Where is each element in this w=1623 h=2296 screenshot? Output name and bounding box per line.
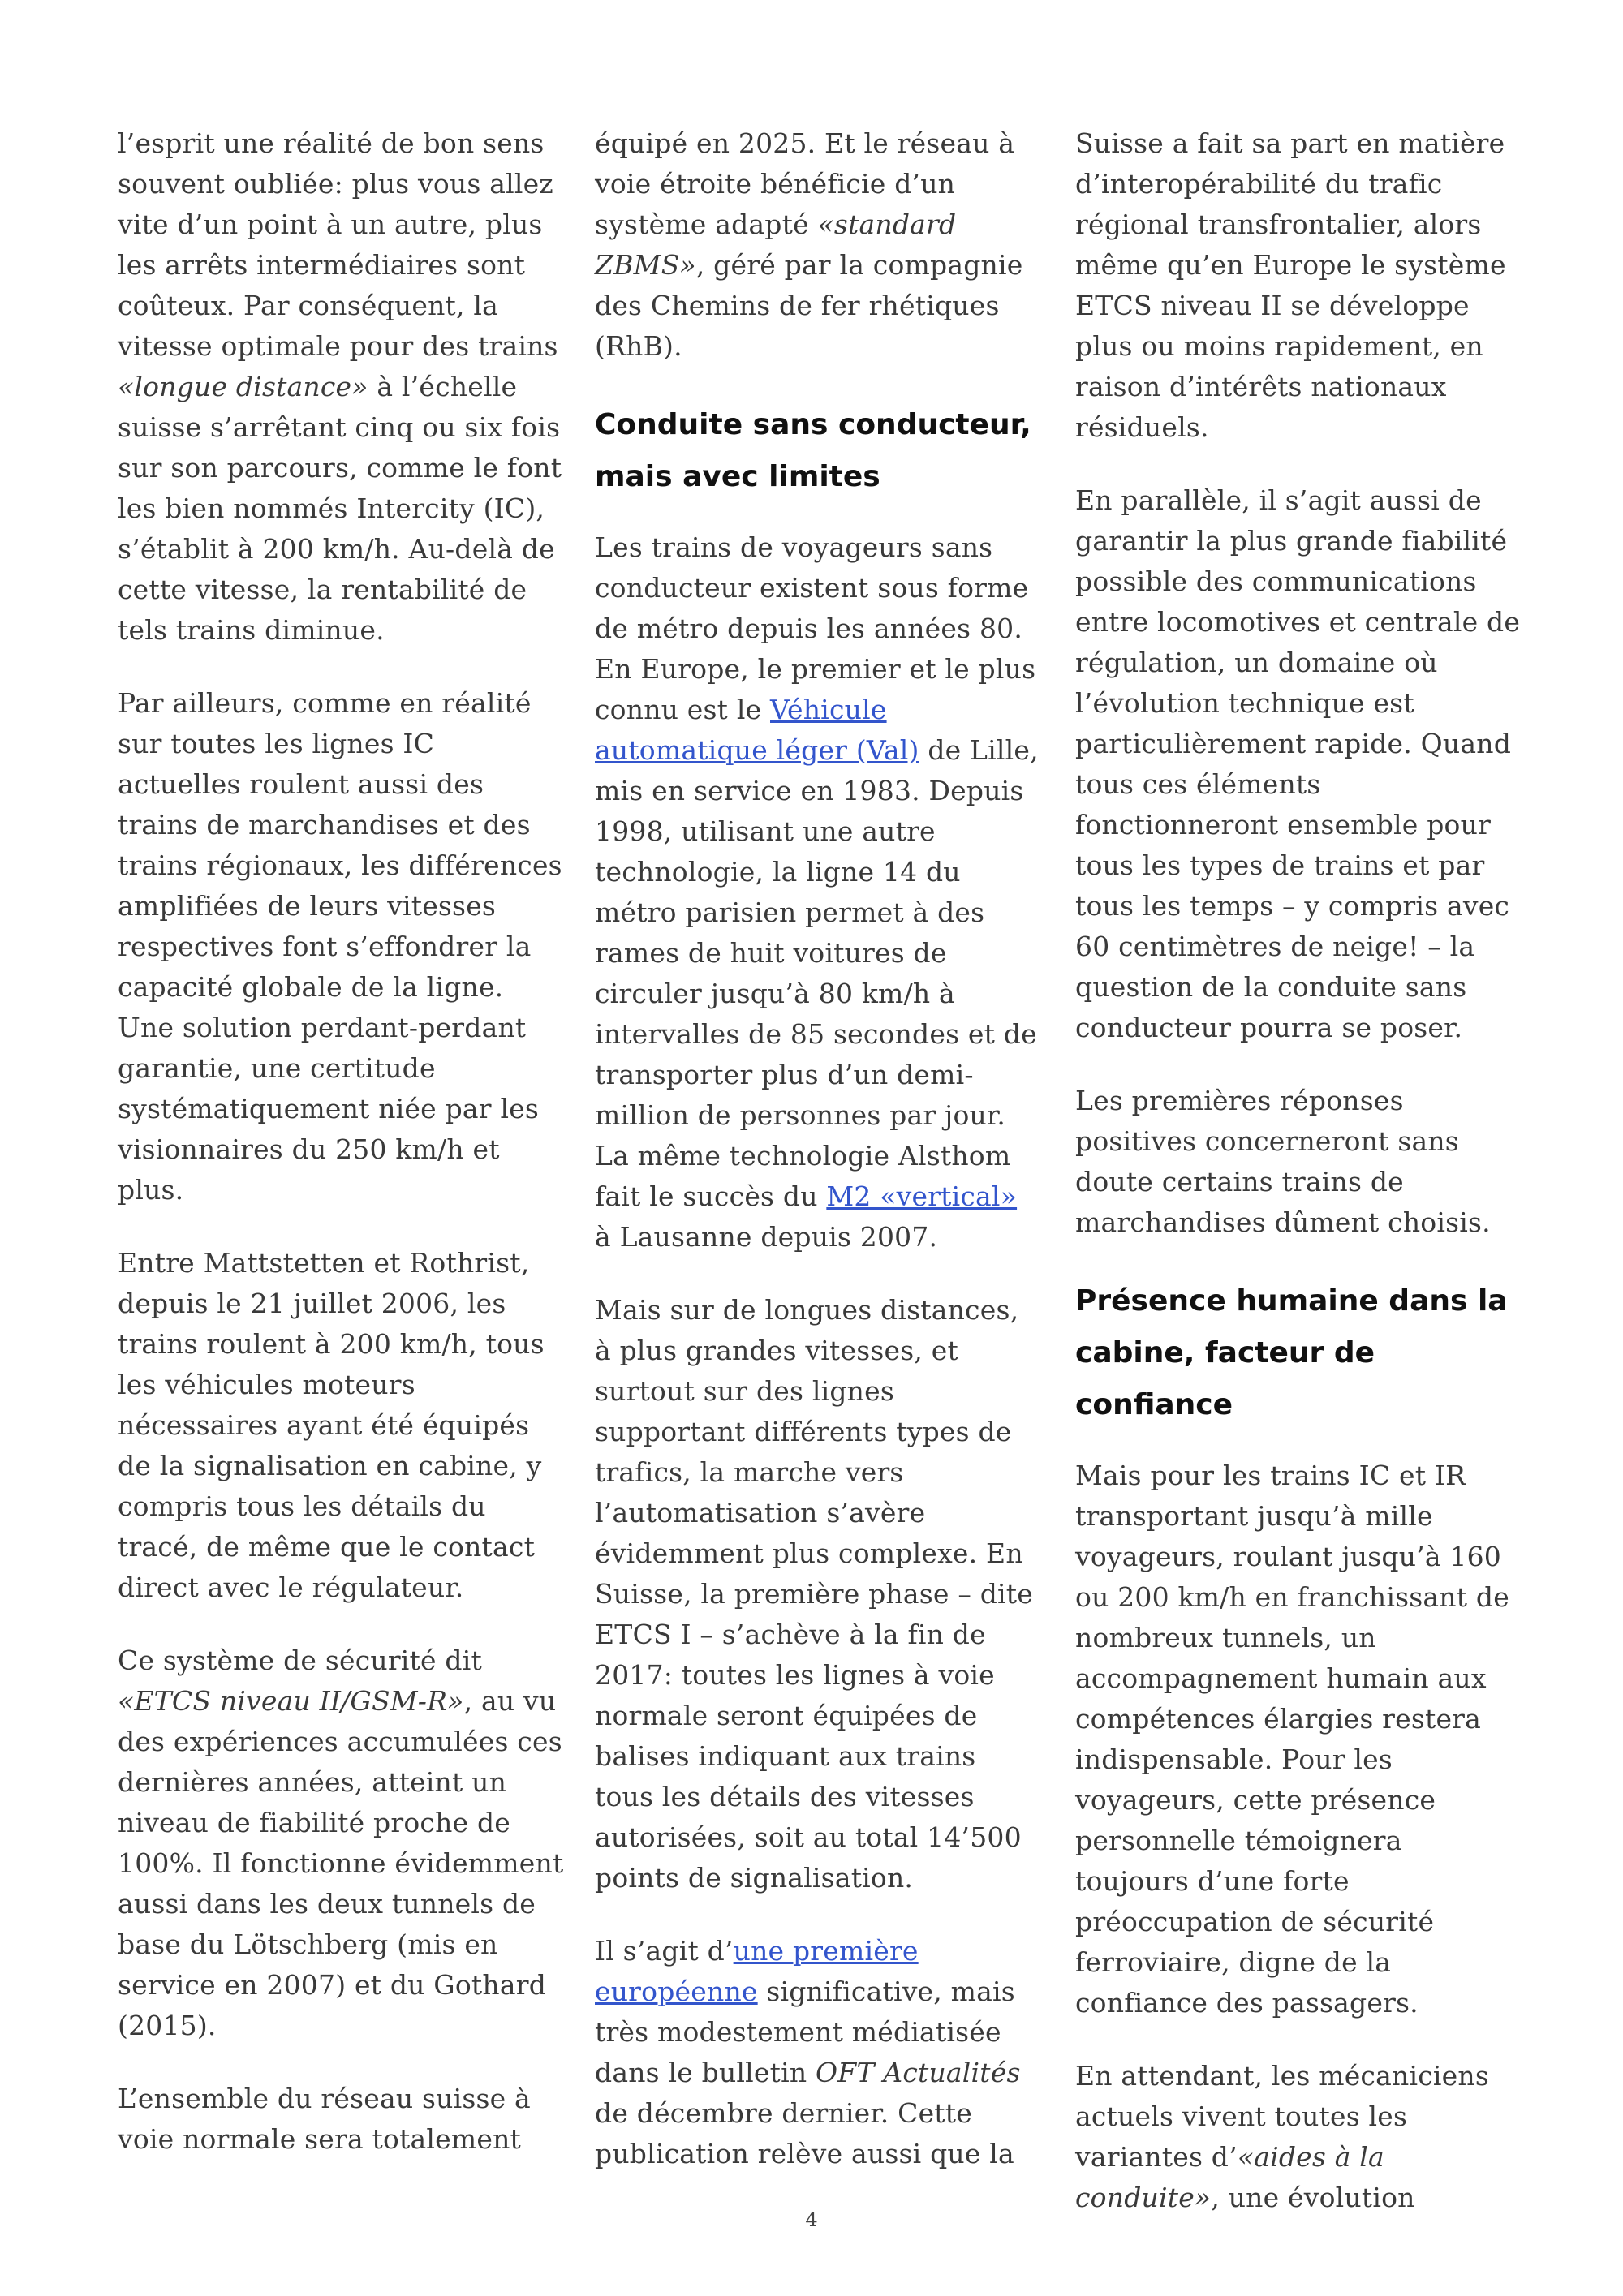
- emphasis: «aides à la conduite»: [1075, 2141, 1384, 2213]
- link-m2-vertical[interactable]: M2 «vertical»: [826, 1180, 1018, 1212]
- text-run: En attendant, les mécaniciens actuels vivent toutes les variantes d’: [1075, 2060, 1489, 2173]
- paragraph: Par ailleurs, comme en réalité sur toutes les lignes IC actuelles roulent aussi des trains de marchandises et des trains régionaux, les différences amplifiées de leurs vitesses respectives font s’effondrer la capacité globale de la ligne. Une solution perdant-perdant garantie, une certitude systématiquement niée par les visionnaires du 250 km/h et plus.: [118, 687, 562, 1206]
- section-heading: Conduite sans conducteur, mais avec limites: [595, 408, 1031, 493]
- text-run: Ce système de sécurité dit: [118, 1645, 482, 1676]
- text-run: Les trains de voyageurs sans conducteur existent sous forme de métro depuis les années 80. En Europe, le premier et le plus connu est le: [595, 531, 1036, 725]
- paragraph: En parallèle, il s’agit aussi de garantir la plus grande fiabilité possible des communications entre locomotives et centrale de régulation, un domaine où l’évolution technique est particulièrement rapide. Quand tous ces éléments fonctionneront ensemble pour tous les types de trains et par tous les temps – y compris avec 60 centimètres de neige! – la question de la conduite sans conducteur pourra se poser.: [1075, 484, 1521, 1043]
- column-right: [1075, 123, 1522, 2251]
- paragraph: Entre Mattstetten et Rothrist, depuis le 21 juillet 2006, les trains roulent à 200 km/h, tous les véhicules moteurs nécessaires ayant été équipés de la signalisation en cabine, y compris tous les détails du tracé, de même que le contact direct avec le régulateur.: [118, 1247, 545, 1603]
- page-number: 4: [805, 2208, 818, 2231]
- paragraph: Mais pour les trains IC et IR transportant jusqu’à mille voyageurs, roulant jusqu’à 160 ou 200 km/h en franchissant de nombreux tunnels, un accompagnement humain aux compétences élargies restera indispensable. Pour les voyageurs, cette présence personnelle témoignera toujours d’une forte préoccupation de sécurité ferroviaire, digne de la confiance des passagers.: [1075, 1460, 1509, 2019]
- paragraph: [1075, 2056, 1522, 2218]
- section-heading: Présence humaine dans la cabine, facteur de confiance: [1075, 1284, 1508, 1421]
- column-middle: [595, 123, 1041, 2207]
- paragraph: L’ensemble du réseau suisse à voie normale sera totalement: [118, 2083, 531, 2155]
- paragraph: Mais sur de longues distances, à plus grandes vitesses, et surtout sur des lignes supportant différents types de trafics, la marche vers l’automatisation s’avère évidemment plus complexe. En Suisse, la première phase – dite ETCS I – s’achève à la fin de 2017: toutes les lignes à voie normale seront équipées de balises indiquant aux trains tous les détails des vitesses autorisées, soit au total 14’500 points de signalisation.: [595, 1294, 1033, 1894]
- paragraph: [595, 123, 1041, 367]
- link-val[interactable]: Véhicule automatique léger (Val): [595, 694, 919, 766]
- emphasis: OFT Actualités: [816, 2057, 1021, 2088]
- emphasis: «standard ZBMS»: [595, 209, 957, 281]
- text-run: , au vu des expériences accumulées ces dernières années, atteint un niveau de fiabilité proche de 100%. Il fonctionne évidemment aussi dans les deux tunnels de base du Lötschberg (mis en service en 2007) et du Gothard (2015).: [118, 1685, 564, 2041]
- paragraph: [118, 123, 564, 651]
- paragraph: [595, 527, 1041, 1258]
- text-run: significative, mais très modestement médiatisée dans le bulletin: [595, 1976, 1015, 2088]
- paragraph: [595, 1931, 1041, 2174]
- text-run: à l’échelle suisse s’arrêtant cinq ou six fois sur son parcours, comme le font les bien nommés Intercity (IC), s’établit à 200 km/h. Au-delà de cette vitesse, la rentabilité de tels trains diminue.: [118, 371, 562, 646]
- text-run: , géré par la compagnie des Chemins de fer rhétiques (RhB).: [595, 249, 1023, 362]
- link-premiere-europeenne[interactable]: une première européenne: [595, 1935, 919, 2007]
- text-run: l’esprit une réalité de bon sens souvent oubliée: plus vous allez vite d’un point à un autre, plus les arrêts intermédiaires sont coûteux. Par conséquent, la vitesse optimale pour des trains: [118, 127, 558, 362]
- text-run: , une évolution: [1211, 2182, 1415, 2213]
- text-run: équipé en 2025. Et le réseau à voie étroite bénéficie d’un système adapté: [595, 127, 1015, 240]
- text-run: à Lausanne depuis 2007.: [595, 1221, 938, 1253]
- paragraph: Suisse a fait sa part en matière d’interopérabilité du trafic régional transfrontalier, alors même qu’en Europe le système ETCS niveau II se développe plus ou moins rapidement, en raison d’intérêts nationaux résiduels.: [1075, 127, 1506, 443]
- emphasis: «ETCS niveau II/GSM-R»: [118, 1685, 464, 1717]
- text-run: Il s’agit d’: [595, 1935, 734, 1967]
- column-left: [118, 123, 564, 2192]
- text-run: de Lille, mis en service en 1983. Depuis 1998, utilisant une autre technologie, la ligne 14 du métro parisien permet à des rames de huit voitures de circuler jusqu’à 80 km/h à intervalles de 85 secondes et de transporter plus d’un demi-million de personnes par jour. La même technologie Alsthom fait le succès du: [595, 734, 1039, 1212]
- text-run: de décembre dernier. Cette publication relève aussi que la: [595, 2097, 1014, 2169]
- emphasis: «longue distance»: [118, 371, 368, 402]
- paragraph: Les premières réponses positives concerneront sans doute certains trains de marchandises dûment choisis.: [1075, 1085, 1491, 1238]
- paragraph: [118, 1640, 564, 2046]
